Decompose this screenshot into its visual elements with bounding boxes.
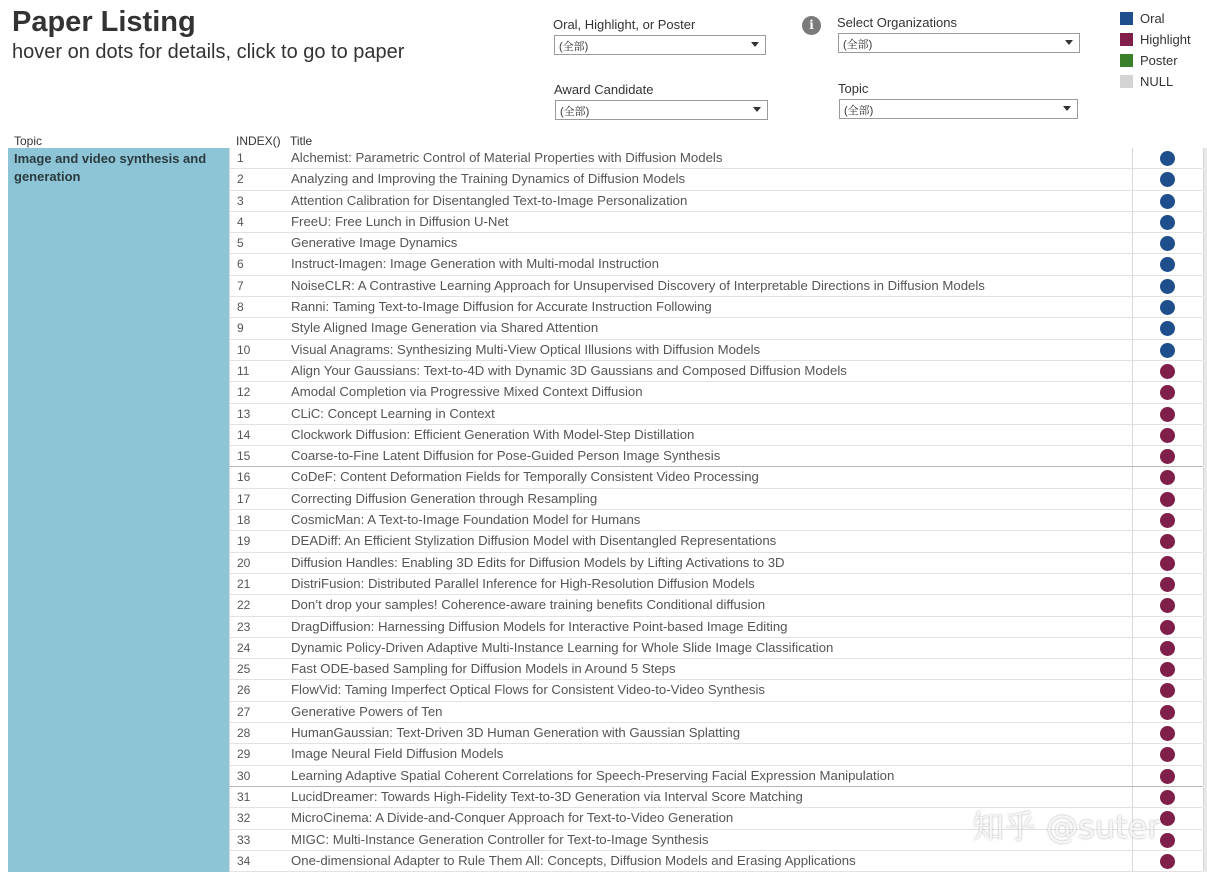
row-index: 10 <box>237 342 251 357</box>
dot-cell <box>1132 254 1204 274</box>
row-index: 5 <box>237 236 244 251</box>
table-row[interactable] <box>229 595 1203 616</box>
column-header-title: Title <box>290 134 313 148</box>
row-title: Align Your Gaussians: Text-to-4D with Dynamic 3D Gaussians and Composed Diffusion Models <box>291 362 847 378</box>
dot-cell <box>1132 404 1204 424</box>
paper-dot[interactable] <box>1160 747 1175 762</box>
paper-dot[interactable] <box>1160 172 1175 187</box>
topic-group-cell: Image and video synthesis and generation <box>8 148 229 872</box>
row-title: FlowVid: Taming Imperfect Optical Flows for Consistent Video-to-Video Synthesis <box>291 682 765 698</box>
chevron-down-icon <box>753 107 761 112</box>
award-filter-value: (全部) <box>560 106 590 118</box>
table-row[interactable] <box>229 659 1203 680</box>
dot-cell <box>1132 212 1204 232</box>
row-index: 2 <box>237 172 244 187</box>
table-row[interactable] <box>229 404 1203 425</box>
legend-item[interactable] <box>1120 8 1191 29</box>
row-title: MicroCinema: A Divide-and-Conquer Approach for Text-to-Video Generation <box>291 810 734 826</box>
row-title: Instruct-Imagen: Image Generation with Multi-modal Instruction <box>291 256 659 272</box>
table-row[interactable] <box>229 553 1203 574</box>
dot-cell <box>1132 659 1204 679</box>
row-title: Analyzing and Improving the Training Dynamics of Diffusion Models <box>291 171 686 187</box>
paper-dot[interactable] <box>1160 215 1175 230</box>
row-title: CLiC: Concept Learning in Context <box>291 405 495 421</box>
paper-dot[interactable] <box>1160 577 1175 592</box>
row-title: Image Neural Field Diffusion Models <box>291 746 504 762</box>
legend-label: NULL <box>1140 74 1174 89</box>
row-title: NoiseCLR: A Contrastive Learning Approach for Unsupervised Discovery of Interpretable Directions in Diffusion Models <box>291 277 985 293</box>
chevron-down-icon <box>1063 106 1071 111</box>
table-row[interactable] <box>229 766 1203 787</box>
table-row[interactable] <box>229 191 1203 212</box>
table-row[interactable] <box>229 425 1203 446</box>
row-title: LucidDreamer: Towards High-Fidelity Text-to-3D Generation via Interval Score Matching <box>291 788 803 804</box>
legend-swatch <box>1120 12 1133 25</box>
dot-cell <box>1132 574 1204 594</box>
paper-dot[interactable] <box>1160 343 1175 358</box>
dot-cell <box>1132 723 1204 743</box>
table-row[interactable] <box>229 446 1203 467</box>
row-title: Coarse-to-Fine Latent Diffusion for Pose-Guided Person Image Synthesis <box>291 448 721 464</box>
dot-cell <box>1132 425 1204 445</box>
table-row[interactable] <box>229 638 1203 659</box>
row-index: 1 <box>237 151 244 165</box>
row-index: 20 <box>237 555 251 570</box>
row-index: 28 <box>237 726 251 741</box>
row-title: CoDeF: Content Deformation Fields for Temporally Consistent Video Processing <box>291 469 759 485</box>
paper-dot[interactable] <box>1160 492 1175 507</box>
table-row[interactable] <box>229 169 1203 190</box>
row-index: 29 <box>237 747 251 762</box>
oral-filter-label: Oral, Highlight, or Poster <box>553 17 696 32</box>
dot-cell <box>1132 233 1204 253</box>
paper-dot[interactable] <box>1160 769 1175 784</box>
row-title: Generative Image Dynamics <box>291 235 458 251</box>
dot-cell <box>1132 340 1204 360</box>
dot-cell <box>1132 318 1204 338</box>
dot-cell <box>1132 297 1204 317</box>
table-row[interactable] <box>229 531 1203 552</box>
dot-cell <box>1132 169 1204 189</box>
row-index: 3 <box>237 193 244 208</box>
dot-cell <box>1132 595 1204 615</box>
table-row[interactable] <box>229 233 1203 254</box>
row-index: 33 <box>237 832 251 847</box>
row-index: 32 <box>237 811 251 826</box>
table-row[interactable] <box>229 467 1203 488</box>
orgs-filter-label: Select Organizations <box>837 15 957 30</box>
row-index: 15 <box>237 449 251 464</box>
paper-dot[interactable] <box>1160 449 1175 464</box>
paper-dot[interactable] <box>1160 662 1175 677</box>
paper-dot[interactable] <box>1160 726 1175 741</box>
row-title: Visual Anagrams: Synthesizing Multi-View Optical Illusions with Diffusion Models <box>291 341 761 357</box>
row-index: 17 <box>237 491 251 506</box>
table-row[interactable] <box>229 276 1203 297</box>
chevron-down-icon <box>1065 40 1073 45</box>
row-title: Style Aligned Image Generation via Shared Attention <box>291 320 599 336</box>
legend-label: Highlight <box>1140 32 1191 47</box>
row-index: 16 <box>237 470 251 485</box>
row-title: One-dimensional Adapter to Rule Them All: Concepts, Diffusion Models and Erasing Applications <box>291 852 856 868</box>
row-title: Clockwork Diffusion: Efficient Generation With Model-Step Distillation <box>291 426 695 442</box>
row-index: 6 <box>237 257 244 272</box>
table-row[interactable] <box>229 382 1203 403</box>
row-title: Fast ODE-based Sampling for Diffusion Models in Around 5 Steps <box>291 661 676 677</box>
column-header-index: INDEX() <box>236 134 281 148</box>
row-index: 13 <box>237 406 251 421</box>
row-index: 4 <box>237 214 244 229</box>
paper-dot[interactable] <box>1160 385 1175 400</box>
dot-cell <box>1132 382 1204 402</box>
row-index: 27 <box>237 704 251 719</box>
row-title: Amodal Completion via Progressive Mixed Context Diffusion <box>291 384 643 400</box>
table-row[interactable] <box>229 851 1203 872</box>
row-title: DEADiff: An Efficient Stylization Diffusion Model with Disentangled Representations <box>291 533 777 549</box>
paper-dot[interactable] <box>1160 194 1175 209</box>
dot-cell <box>1132 191 1204 211</box>
row-title: HumanGaussian: Text-Driven 3D Human Generation with Gaussian Splatting <box>291 725 741 741</box>
dot-cell <box>1132 531 1204 551</box>
paper-dot[interactable] <box>1160 833 1175 848</box>
row-index: 30 <box>237 768 251 783</box>
row-index: 14 <box>237 427 251 442</box>
row-title: Learning Adaptive Spatial Coherent Correlations for Speech-Preserving Facial Expression Manipulation <box>291 767 895 783</box>
dot-cell <box>1132 446 1204 466</box>
paper-dot[interactable] <box>1160 300 1175 315</box>
row-title: Generative Powers of Ten <box>291 703 443 719</box>
paper-dot[interactable] <box>1160 705 1175 720</box>
table-row[interactable] <box>229 254 1203 275</box>
watermark: 知乎 @suter <box>972 808 1161 846</box>
paper-dot[interactable] <box>1160 598 1175 613</box>
dot-cell <box>1132 148 1204 168</box>
page-subtitle: hover on dots for details, click to go to paper <box>12 41 405 63</box>
legend-swatch <box>1120 33 1133 46</box>
paper-dot[interactable] <box>1160 790 1175 805</box>
table-row[interactable] <box>229 723 1203 744</box>
paper-dot[interactable] <box>1160 236 1175 251</box>
row-index: 25 <box>237 662 251 677</box>
award-filter-select[interactable] <box>555 100 768 120</box>
row-index: 9 <box>237 321 244 336</box>
legend-swatch <box>1120 75 1133 88</box>
paper-table <box>229 148 1203 872</box>
dot-cell <box>1132 489 1204 509</box>
table-row[interactable] <box>229 680 1203 701</box>
row-index: 7 <box>237 278 244 293</box>
legend-label: Poster <box>1140 53 1178 68</box>
row-index: 23 <box>237 619 251 634</box>
row-index: 18 <box>237 513 251 528</box>
oral-filter-value: (全部) <box>559 41 589 53</box>
paper-dot[interactable] <box>1160 470 1175 485</box>
paper-dot[interactable] <box>1160 407 1175 422</box>
paper-dot[interactable] <box>1160 513 1175 528</box>
row-title: DistriFusion: Distributed Parallel Inference for High-Resolution Diffusion Models <box>291 575 755 591</box>
table-row[interactable] <box>229 148 1203 169</box>
dot-cell <box>1132 744 1204 764</box>
row-title: Attention Calibration for Disentangled Text-to-Image Personalization <box>291 192 688 208</box>
paper-dot[interactable] <box>1160 811 1175 826</box>
dot-cell <box>1132 766 1204 786</box>
oral-filter-select[interactable] <box>554 35 766 55</box>
dot-cell <box>1132 361 1204 381</box>
row-index: 31 <box>237 789 251 804</box>
paper-dot[interactable] <box>1160 620 1175 635</box>
table-row[interactable] <box>229 297 1203 318</box>
dot-cell <box>1132 467 1204 487</box>
page-title: Paper Listing <box>12 6 196 38</box>
legend-item[interactable] <box>1120 71 1191 92</box>
legend-item[interactable] <box>1120 50 1191 71</box>
row-index: 21 <box>237 576 251 591</box>
dot-cell <box>1132 553 1204 573</box>
row-index: 11 <box>237 363 250 378</box>
table-row[interactable] <box>229 744 1203 765</box>
row-index: 8 <box>237 300 244 315</box>
row-title: FreeU: Free Lunch in Diffusion U-Net <box>291 213 509 229</box>
row-index: 19 <box>237 534 251 549</box>
row-index: 22 <box>237 598 251 613</box>
award-filter-label: Award Candidate <box>554 82 654 97</box>
paper-dot[interactable] <box>1160 534 1175 549</box>
row-index: 34 <box>237 853 251 868</box>
legend <box>1120 8 1191 92</box>
row-title: Alchemist: Parametric Control of Material Properties with Diffusion Models <box>291 150 723 165</box>
legend-item[interactable] <box>1120 29 1191 50</box>
orgs-filter-value: (全部) <box>843 39 873 51</box>
table-row[interactable] <box>229 361 1203 382</box>
topic-filter-select[interactable] <box>839 99 1078 119</box>
dot-cell <box>1132 276 1204 296</box>
dot-cell <box>1132 702 1204 722</box>
orgs-filter-select[interactable] <box>838 33 1080 53</box>
row-index: 12 <box>237 385 251 400</box>
column-header-topic: Topic <box>14 134 43 148</box>
table-row[interactable] <box>229 212 1203 233</box>
dot-cell <box>1132 638 1204 658</box>
paper-dot[interactable] <box>1160 321 1175 336</box>
table-row[interactable] <box>229 489 1203 510</box>
paper-dot[interactable] <box>1160 257 1175 272</box>
row-index: 24 <box>237 640 251 655</box>
row-title: Correcting Diffusion Generation through Resampling <box>291 490 598 506</box>
info-icon[interactable]: i <box>802 16 821 35</box>
paper-dot[interactable] <box>1160 683 1175 698</box>
table-row[interactable] <box>229 702 1203 723</box>
chevron-down-icon <box>751 42 759 47</box>
paper-dot[interactable] <box>1160 641 1175 656</box>
table-row[interactable] <box>229 617 1203 638</box>
table-row[interactable] <box>229 318 1203 339</box>
row-title: Dynamic Policy-Driven Adaptive Multi-Instance Learning for Whole Slide Image Classification <box>291 639 834 655</box>
paper-dot[interactable] <box>1160 279 1175 294</box>
dot-cell <box>1132 510 1204 530</box>
dot-cell <box>1132 680 1204 700</box>
row-title: DragDiffusion: Harnessing Diffusion Models for Interactive Point-based Image Editing <box>291 618 788 634</box>
dot-cell <box>1132 617 1204 637</box>
row-index: 26 <box>237 683 251 698</box>
table-row[interactable] <box>229 340 1203 361</box>
row-title: CosmicMan: A Text-to-Image Foundation Model for Humans <box>291 512 641 528</box>
dot-cell <box>1132 851 1204 871</box>
paper-dot[interactable] <box>1160 151 1175 166</box>
table-row[interactable] <box>229 574 1203 595</box>
row-title: Don’t drop your samples! Coherence-aware training benefits Conditional diffusion <box>291 597 766 613</box>
paper-dot[interactable] <box>1160 854 1175 869</box>
legend-swatch <box>1120 54 1133 67</box>
topic-filter-label: Topic <box>838 81 869 96</box>
row-title: Diffusion Handles: Enabling 3D Edits for Diffusion Models by Lifting Activations to 3D <box>291 554 785 570</box>
legend-label: Oral <box>1140 11 1165 26</box>
row-title: MIGC: Multi-Instance Generation Controller for Text-to-Image Synthesis <box>291 831 709 847</box>
paper-dot[interactable] <box>1160 556 1175 571</box>
row-title: Ranni: Taming Text-to-Image Diffusion for Accurate Instruction Following <box>291 299 712 315</box>
paper-dot[interactable] <box>1160 428 1175 443</box>
paper-dot[interactable] <box>1160 364 1175 379</box>
topic-filter-value: (全部) <box>844 105 874 117</box>
table-row[interactable] <box>229 510 1203 531</box>
